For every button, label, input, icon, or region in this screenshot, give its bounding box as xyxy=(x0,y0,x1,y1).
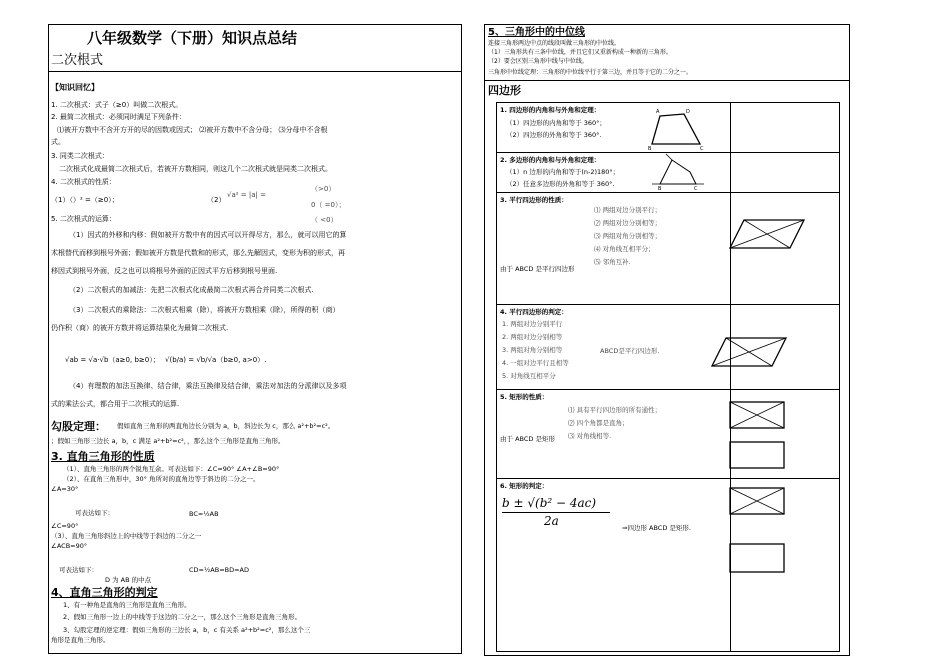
row-divider xyxy=(496,192,840,193)
judge-2: 2、假如三角形一边上的中线等于这边的二分之一，那么这个三角形是直角三角形。 xyxy=(63,613,302,621)
svg-text:A: A xyxy=(656,109,660,115)
row-divider xyxy=(496,478,840,479)
divider xyxy=(49,71,461,72)
polygon-exterior-figure xyxy=(650,154,710,190)
svg-text:D: D xyxy=(686,109,690,115)
judge-3b: 角形是直角三角形。 xyxy=(51,636,110,644)
q3-item: ⑶ 两组对角分别相等； xyxy=(594,232,662,240)
quad-5: 5. 矩形的性质： xyxy=(500,393,549,401)
parallelogram-figure-2 xyxy=(710,334,790,374)
row-divider xyxy=(496,304,840,305)
quad-1: 1. 四边形的内角和与外角和定理： xyxy=(500,106,601,114)
quad-1b: （2）四边形的外角和等于 360°. xyxy=(506,131,602,139)
quad-2b: （2）任意多边形的外角和等于 360°. xyxy=(506,180,615,188)
q4-item: 1. 两组对边分别平行 xyxy=(502,320,563,328)
rt-2-expr: 可表达如下： xyxy=(75,509,114,517)
section-radical: 二次根式 xyxy=(51,53,104,68)
judge-heading: 4、直角三角形的判定 xyxy=(51,586,158,599)
pythag-b: ；假如三角形三边长 a，b，c 满足 a²+b²=c²，，那么这个三角形是直角三角形。 xyxy=(51,437,285,445)
rectangle-figures-2 xyxy=(728,486,788,576)
op-4a: （4）有理数的加法互换律、结合律，乘法互换律及结合律，乘法对加法的分派律以及多项 xyxy=(69,382,347,390)
q6-formula-denominator: 2a xyxy=(544,514,559,528)
q5-item: ⑵ 四个角都是直角； xyxy=(568,419,629,427)
def-2-tail: 式。 xyxy=(51,138,65,146)
q5-premise: 由于 ABCD 是矩形 xyxy=(500,435,555,443)
q3-item: ⑵ 两组对边分别相等； xyxy=(594,219,662,227)
q4-item: 5. 对角线互相平分 xyxy=(502,372,556,380)
fraction-bar xyxy=(502,512,610,513)
prop-2-formula: √a² = |a| = xyxy=(227,191,266,199)
prop-2-case-1: （>0） xyxy=(311,185,336,193)
def-1: 1. 二次根式：式子（≥0）叫做二次根式。 xyxy=(51,101,183,109)
divider xyxy=(484,80,850,81)
rt-3-eq: CD=½AB=BD=AD xyxy=(189,566,250,574)
formula-div: √(b/a) = √b/√a（b≥0, a>0）. xyxy=(165,356,267,364)
rt-2-condition: ∠A=30° xyxy=(51,485,79,493)
def-2: 2. 最简二次根式：必须同时满足下列条件： xyxy=(51,113,186,121)
q5-item: ⑶ 对角线相等. xyxy=(568,432,612,440)
midline-3: （2）要会区别三角形中线与中位线。 xyxy=(488,58,588,65)
q3-item: ⑴ 两组对边分别平行； xyxy=(594,206,662,214)
prop-2-case-3: （ <0） xyxy=(311,216,338,224)
q6-formula-numerator: b ± √(b² − 4ac) xyxy=(502,496,597,510)
rt-3-condition: ∠ACB=90° xyxy=(51,542,88,550)
def-4: 4. 二次根式的性质： xyxy=(51,178,116,186)
svg-text:C: C xyxy=(694,186,698,192)
quad-6: 6. 矩形的判定： xyxy=(500,482,549,490)
parallelogram-figure xyxy=(728,216,808,256)
q6-conclusion: ⇒四边形 ABCD 是矩形. xyxy=(622,524,691,532)
rt-heading: 3. 直角三角形的性质 xyxy=(51,450,155,463)
def-3: 3. 同类二次根式： xyxy=(51,152,109,160)
q3-premise: 由于 ABCD 是平行四边形 xyxy=(500,265,575,273)
rt-1: （1）、直角三角形的两个锐角互余。可表达如下：∠C=90° ∠A+∠B=90° xyxy=(63,465,280,473)
quad-2a: （1）n 边形的内角和等于(n-2)180°； xyxy=(506,168,620,176)
def-2-items: ⑴被开方数中不含开方开的尽的因数或因式； ⑵被开方数中不含分母； ⑶分母中不含根 xyxy=(57,126,328,134)
midline-heading: 5、三角形中的中位线 xyxy=(488,27,585,38)
right-page xyxy=(484,24,850,656)
quad-4: 4. 平行四边形的判定： xyxy=(500,308,568,316)
svg-text:B: B xyxy=(648,146,652,152)
rt-2: （2）、在直角三角形中，30° 角所对的直角边等于斜边的二分之一。 xyxy=(63,475,260,483)
quadrilateral-figure xyxy=(646,108,706,152)
formula-mul: √ab = √a·√b（a≥0, b≥0）； xyxy=(65,356,160,364)
row-divider xyxy=(496,389,840,390)
op-1a: （1）因式的外移和内移：假如被开方数中有的因式可以开得尽方，那么，就可以用它的算 xyxy=(69,231,347,239)
pythag-heading: 勾股定理： xyxy=(51,420,106,433)
q4-item: 3. 两组对角分别相等 xyxy=(502,346,563,354)
review-heading: 【知识回忆】 xyxy=(51,83,99,92)
q3-item: ⑸ 邻角互补. xyxy=(594,258,631,266)
def-3-body: 二次根式化成最简二次根式后，若被开方数相同，则这几个二次根式就是同类二次根式。 xyxy=(59,165,332,173)
prop-1: （1）（）² =（≥0）； xyxy=(51,196,119,204)
op-1b: 术根替代而移到根号外面；假如被开方数是代数和的形式，那么先解因式，变形为积的形式，再 xyxy=(51,249,345,257)
svg-text:B: B xyxy=(658,186,662,192)
midline-4: 三角形中位线定理：三角形的中位线平行于第三边，并且等于它的二分之一。 xyxy=(488,69,693,76)
op-1c: 移因式到根号外面，反之也可以将根号外面的正因式平方后移到根号里面. xyxy=(51,267,278,275)
table-col-line-2 xyxy=(839,102,840,652)
prop-2-case-2: 0（ =0）； xyxy=(311,201,346,209)
rt-2-eq: BC=½AB xyxy=(189,510,219,518)
quad-3: 3. 平行四边形的性质： xyxy=(500,196,568,204)
op-4b: 式的乘法公式，都合用于二次根式的运算. xyxy=(51,400,180,408)
page-title: 八年级数学（下册）知识点总结 xyxy=(87,29,298,47)
pythag-a: 假如直角三角形的两直角边长分别为 a，b，斜边长为 c，那么 a²+b²=c²。 xyxy=(117,422,335,430)
op-3a: （3）二次根式的乘除法：二次根式相乘（除），将被开方数相乘（除），所得的积（商） xyxy=(69,306,340,314)
rt-3-expr: 可表达如下： xyxy=(59,566,98,574)
rectangle-figures xyxy=(728,400,788,472)
def-5: 5. 二次根式的运算： xyxy=(51,215,116,223)
q4-conclusion: ABCD是平行四边形. xyxy=(600,347,660,355)
rt-2-condition-2: ∠C=90° xyxy=(51,522,79,530)
midline-1: 连接三角形两边中点的线段叫做三角形的中位线。 xyxy=(488,40,621,47)
prop-2-label: （2） xyxy=(207,196,226,204)
judge-3a: 3、勾股定理的逆定理：假如三角形的三边长 a，b，c 有关系 a²+b²=c²，那么这个三 xyxy=(63,626,311,634)
left-page xyxy=(48,24,462,654)
rt-3-midpoint: D 为 AB 的中点 xyxy=(105,576,152,584)
judge-1: 1、有一种角是直角的三角形是直角三角形。 xyxy=(63,601,191,609)
rt-3: （3）、直角三角形斜边上的中线等于斜边的二分之一 xyxy=(51,532,202,540)
q5-item: ⑴ 具有平行四边形的所有通性； xyxy=(568,406,662,414)
midline-2: （1）三角形共有三条中位线，并且它们又重新构成一种新的三角形。 xyxy=(488,49,672,56)
quad-2: 2. 多边形的内角和与外角和定理： xyxy=(500,156,601,164)
quad-1a: （1）四边形的内角和等于 360°； xyxy=(506,119,606,127)
quad-heading: 四边形 xyxy=(488,84,521,97)
q3-item: ⑷ 对角线互相平分； xyxy=(594,245,655,253)
op-3b: 仍作积（商）的被开方数并将运算结果化为最简二次根式. xyxy=(51,324,229,332)
svg-text:C: C xyxy=(700,146,704,152)
q4-item: 4. 一组对边平行且相等 xyxy=(502,359,569,367)
q4-item: 2. 两组对边分别相等 xyxy=(502,333,563,341)
row-divider xyxy=(496,152,840,153)
op-2: （2）二次根式的加减法：先把二次根式化成最简二次根式再合并同类二次根式. xyxy=(69,286,314,294)
